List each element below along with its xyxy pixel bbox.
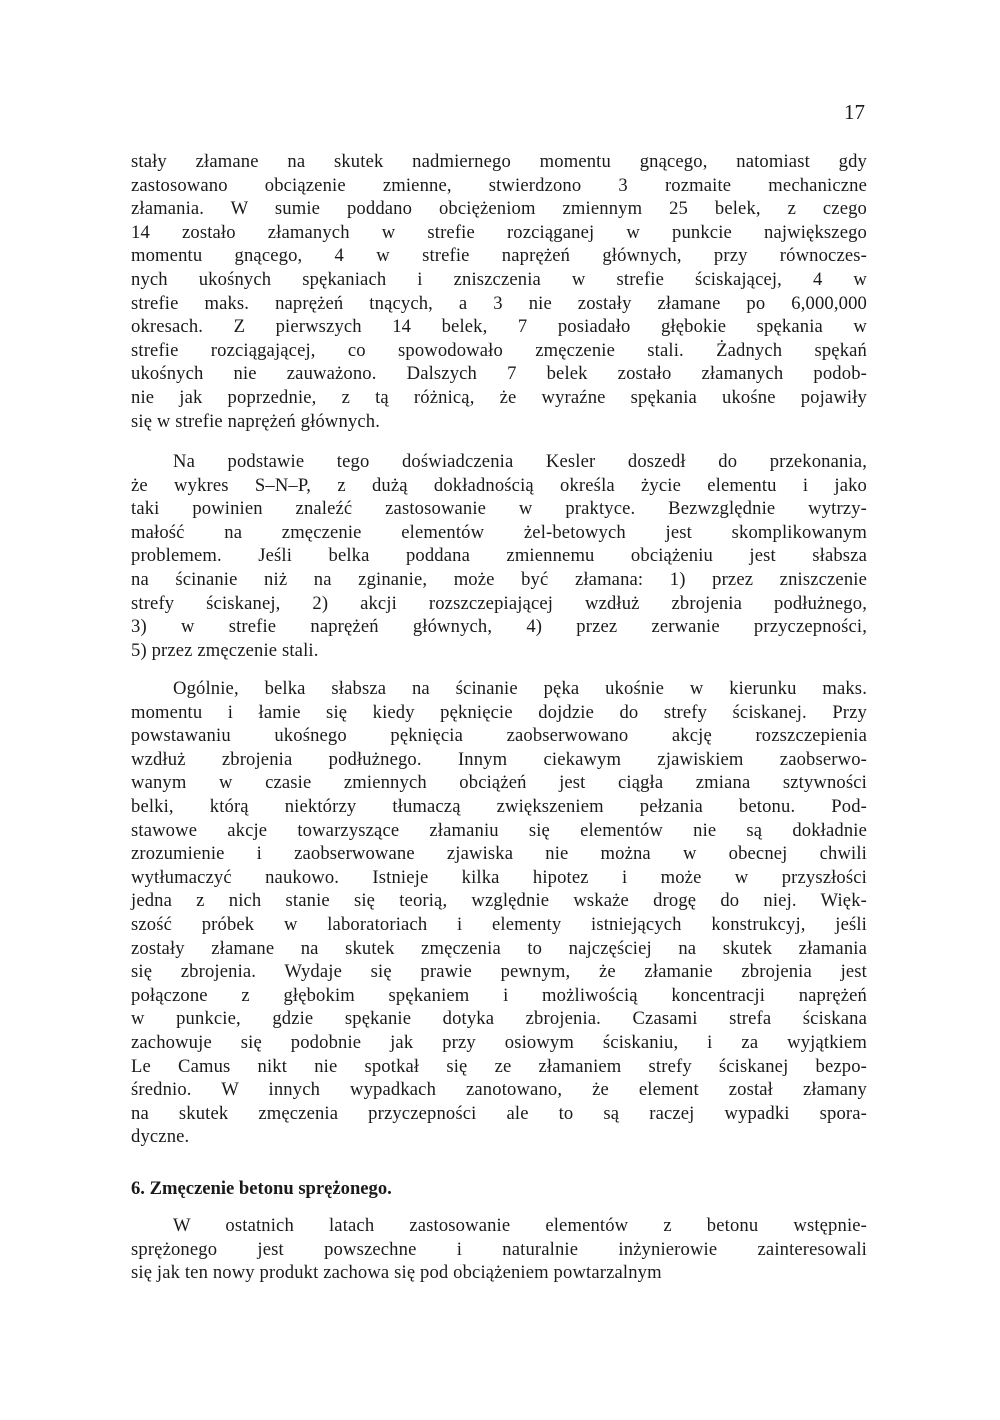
text-line: zastosowano obciązenie zmienne, stwierdzono 3 rozmaite mechaniczne (131, 174, 867, 196)
paragraph-1 (131, 150, 867, 433)
text-line: szość próbek w laboratoriach i elementy istniejących konstrukcyj, jeśli (131, 913, 867, 935)
text-line: strefie rozciągającej, co spowodowało zmęczenie stali. Żadnych spękań (131, 339, 867, 361)
text-line: okresach. Z pierwszych 14 belek, 7 posiadało głębokie spękania w (131, 316, 867, 338)
text-line: dyczne. (131, 1126, 190, 1148)
text-line: jedna z nich stanie się teorią, względnie wskaże drogę do niej. Więk- (131, 890, 867, 912)
text-line: zostały złamane na skutek zmęczenia to najczęściej na skutek złamania (131, 937, 867, 959)
paragraph-4 (131, 1214, 867, 1285)
text-line: się jak ten nowy produkt zachowa się pod obciążeniem powtarzalnym (131, 1262, 662, 1284)
text-line: 14 zostało złamanych w strefie rozciąganej w punkcie największego (131, 221, 867, 243)
text-line: Na podstawie tego doświadczenia Kesler doszedł do przekonania, (173, 451, 867, 472)
text-line: 5) przez zmęczenie stali. (131, 639, 319, 661)
text-line: Le Camus nikt nie spotkał się ze złamaniem strefy ściskanej bezpo- (131, 1055, 867, 1077)
text-line: momentu gnącego, 4 w strefie naprężeń głównych, przy równoczes- (131, 245, 867, 267)
text-line: problemem. Jeśli belka poddana zmiennemu obciążeniu jest słabsza (131, 545, 867, 567)
text-line: małość na zmęczenie elementów żel-betowych jest skomplikowanym (131, 521, 867, 543)
text-line: strefy ściskanej, 2) akcji rozszczepiającej wzdłuż zbrojenia podłużnego, (131, 592, 867, 614)
text-line: strefie maks. naprężeń tnących, a 3 nie zostały złamane po 6,000,000 (131, 292, 867, 314)
text-line: na ścinanie niż na zginanie, może być złamana: 1) przez zniszczenie (131, 568, 867, 590)
paragraph-3 (131, 677, 867, 1149)
section-heading: 6. Zmęczenie betonu sprężonego. (131, 1178, 392, 1199)
text-line: ukośnych nie zauważono. Dalszych 7 belek zostało złamanych podob- (131, 363, 867, 385)
text-line: się w strefie naprężeń głównych. (131, 410, 381, 432)
text-line: się zbrojenia. Wydaje się prawie pewnym, że złamanie zbrojenia jest (131, 961, 867, 983)
text-line: taki powinien znaleźć zastosowanie w praktyce. Bezwzględnie wytrzy- (131, 498, 867, 520)
text-line: nych ukośnych spękaniach i zniszczenia w strefie ściskającej, 4 w (131, 268, 867, 290)
page-number: 17 (844, 100, 865, 124)
text-line: wanym w czasie zmiennych obciążeń jest ciągła zmiana sztywności (131, 772, 867, 794)
text-line: w punkcie, gdzie spękanie dotyka zbrojenia. Czasami strefa ściskana (131, 1008, 867, 1030)
text-line: średnio. W innych wypadkach zanotowano, że element został złamany (131, 1079, 867, 1101)
text-line: W ostatnich latach zastosowanie elementów z betonu wstępnie- (173, 1215, 867, 1236)
text-line: sprężonego jest powszechne i naturalnie inżynierowie zainteresowali (131, 1238, 867, 1260)
text-line: Ogólnie, belka słabsza na ścinanie pęka ukośnie w kierunku maks. (173, 678, 867, 699)
text-line: złamania. W sumie poddano obciężeniom zmiennym 25 belek, z czego (131, 198, 867, 220)
text-line: 3) w strefie naprężeń głównych, 4) przez zerwanie przyczepności, (131, 616, 867, 638)
text-line: wytłumaczyć naukowo. Istnieje kilka hipotez i może w przyszłości (131, 866, 867, 888)
text-line: wzdłuż zbrojenia podłużnego. Innym ciekawym zjawiskiem zaobserwo- (131, 748, 867, 770)
text-line: nie jak poprzednie, z tą różnicą, że wyraźne spękania ukośne pojawiły (131, 386, 867, 408)
text-line: powstawaniu ukośnego pęknięcia zaobserwowano akcję rozszczepienia (131, 725, 867, 747)
text-line: że wykres S–N–P, z dużą dokładnością określa życie elementu i jako (131, 474, 867, 496)
text-line: zachowuje się podobnie jak przy osiowym ściskaniu, i za wyjątkiem (131, 1031, 867, 1053)
text-line: stały złamane na skutek nadmiernego momentu gnącego, natomiast gdy (131, 151, 867, 172)
text-line: belki, którą niektórzy tłumaczą zwiększeniem pełzania betonu. Pod- (131, 795, 867, 817)
text-line: zrozumienie i zaobserwowane zjawiska nie można w obecnej chwili (131, 843, 867, 865)
paragraph-2 (131, 450, 867, 662)
text-line: momentu i łamie się kiedy pęknięcie dojdzie do strefy ściskanej. Przy (131, 701, 867, 723)
text-line: na skutek zmęczenia przyczepności ale to są raczej wypadki spora- (131, 1102, 867, 1124)
text-line: stawowe akcje towarzyszące złamaniu się elementów nie są dokładnie (131, 819, 867, 841)
text-line: połączone z głębokim spękaniem i możliwością koncentracji naprężeń (131, 984, 867, 1006)
